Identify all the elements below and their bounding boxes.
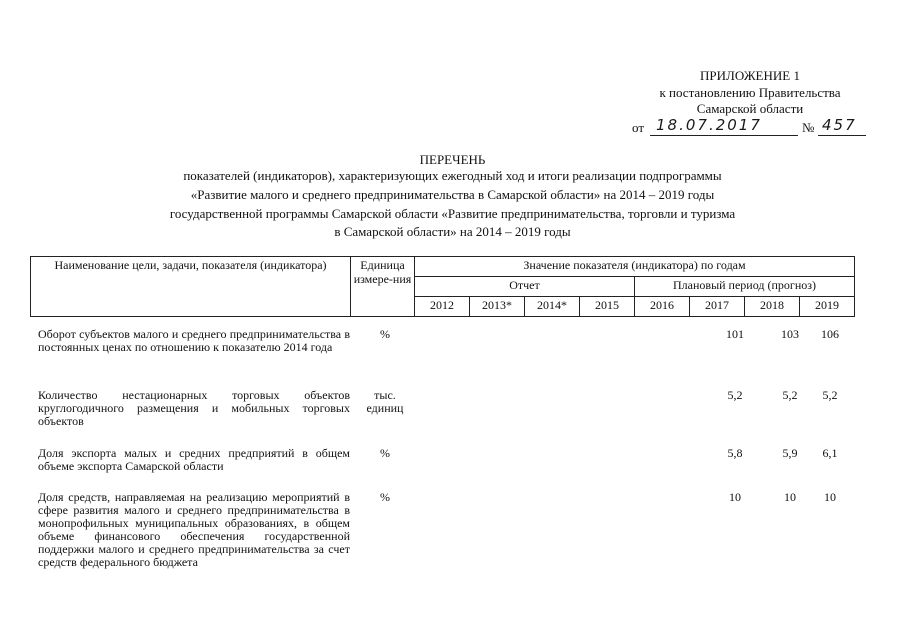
indicator-name: Доля экспорта малых и средних предприятий в общем объеме экспорта Самарской области	[38, 446, 350, 473]
year-header: 2012	[415, 297, 470, 317]
date-prefix: от	[632, 120, 645, 135]
year-header: 2016	[635, 297, 690, 317]
year-header: 2017	[690, 297, 745, 317]
year-header: 2013*	[470, 297, 525, 317]
indicator-name: Доля средств, направляемая на реализацию мероприятий в сфере развития малого и среднего предпринимательства в монопрофильных муниципальных образованиях, в общем объеме финансового обеспечения государственной поддержки малого и среднего предпринимательства за счет средств федерального бюджета	[38, 490, 350, 569]
value-2017: 5,2	[727, 388, 743, 402]
value-2017: 101	[726, 327, 744, 341]
document-title: ПЕРЕЧЕНЬ	[419, 152, 486, 167]
appendix-title: ПРИЛОЖЕНИЕ 1	[700, 68, 800, 83]
document-subtitle-line-1: показателей (индикаторов), характеризующих ежегодный ход и итоги реализации подпрограммы	[183, 168, 722, 183]
value-2019: 6,1	[822, 446, 838, 460]
number-prefix: №	[802, 120, 815, 135]
document-subtitle-line-4: в Самарской области» на 2014 – 2019 годы	[334, 224, 571, 239]
appendix-date-number-row	[632, 118, 872, 136]
indicator-unit: %	[380, 490, 390, 504]
handwritten-date: 18.07.2017	[656, 116, 762, 134]
value-2018: 5,9	[782, 446, 798, 460]
value-2019: 5,2	[822, 388, 838, 402]
year-header: 2015	[580, 297, 635, 317]
value-2018: 10	[784, 490, 796, 504]
handwritten-number: 457	[822, 116, 857, 134]
document-subtitle-line-2: «Развитие малого и среднего предпринимательства в Самарской области» на 2014 – 2019 годы	[190, 187, 715, 202]
indicator-unit: %	[380, 446, 390, 460]
date-underline	[650, 135, 798, 136]
value-2017: 10	[729, 490, 741, 504]
column-group-plan: Плановый период (прогноз)	[635, 277, 855, 297]
document-subtitle-line-3: государственной программы Самарской области «Развитие предпринимательства, торговли и туризма	[169, 206, 736, 221]
appendix-resolution-line: к постановлению Правительства	[659, 85, 841, 100]
indicator-name: Количество нестационарных торговых объектов круглогодичного размещения и мобильных торговых объектов	[38, 388, 350, 428]
value-2018: 103	[781, 327, 799, 341]
column-group-report: Отчет	[415, 277, 635, 297]
year-header: 2019	[800, 297, 855, 317]
number-underline	[818, 135, 866, 136]
value-2018: 5,2	[782, 388, 798, 402]
year-header: 2018	[745, 297, 800, 317]
indicator-name: Оборот субъектов малого и среднего предпринимательства в постоянных ценах по отношению к показателю 2014 года	[38, 327, 350, 354]
appendix-region-line: Самарской области	[696, 101, 804, 116]
year-header: 2014*	[525, 297, 580, 317]
indicator-unit: %	[380, 327, 390, 341]
value-2017: 5,8	[727, 446, 743, 460]
value-2019: 10	[824, 490, 836, 504]
indicators-table-header	[30, 256, 855, 317]
column-header-values: Значение показателя (индикатора) по годам	[415, 257, 855, 277]
column-header-name: Наименование цели, задачи, показателя (индикатора)	[31, 257, 351, 317]
column-header-unit: Единица измере-ния	[351, 257, 415, 317]
indicator-unit: тыс. единиц	[366, 388, 404, 415]
value-2019: 106	[821, 327, 839, 341]
